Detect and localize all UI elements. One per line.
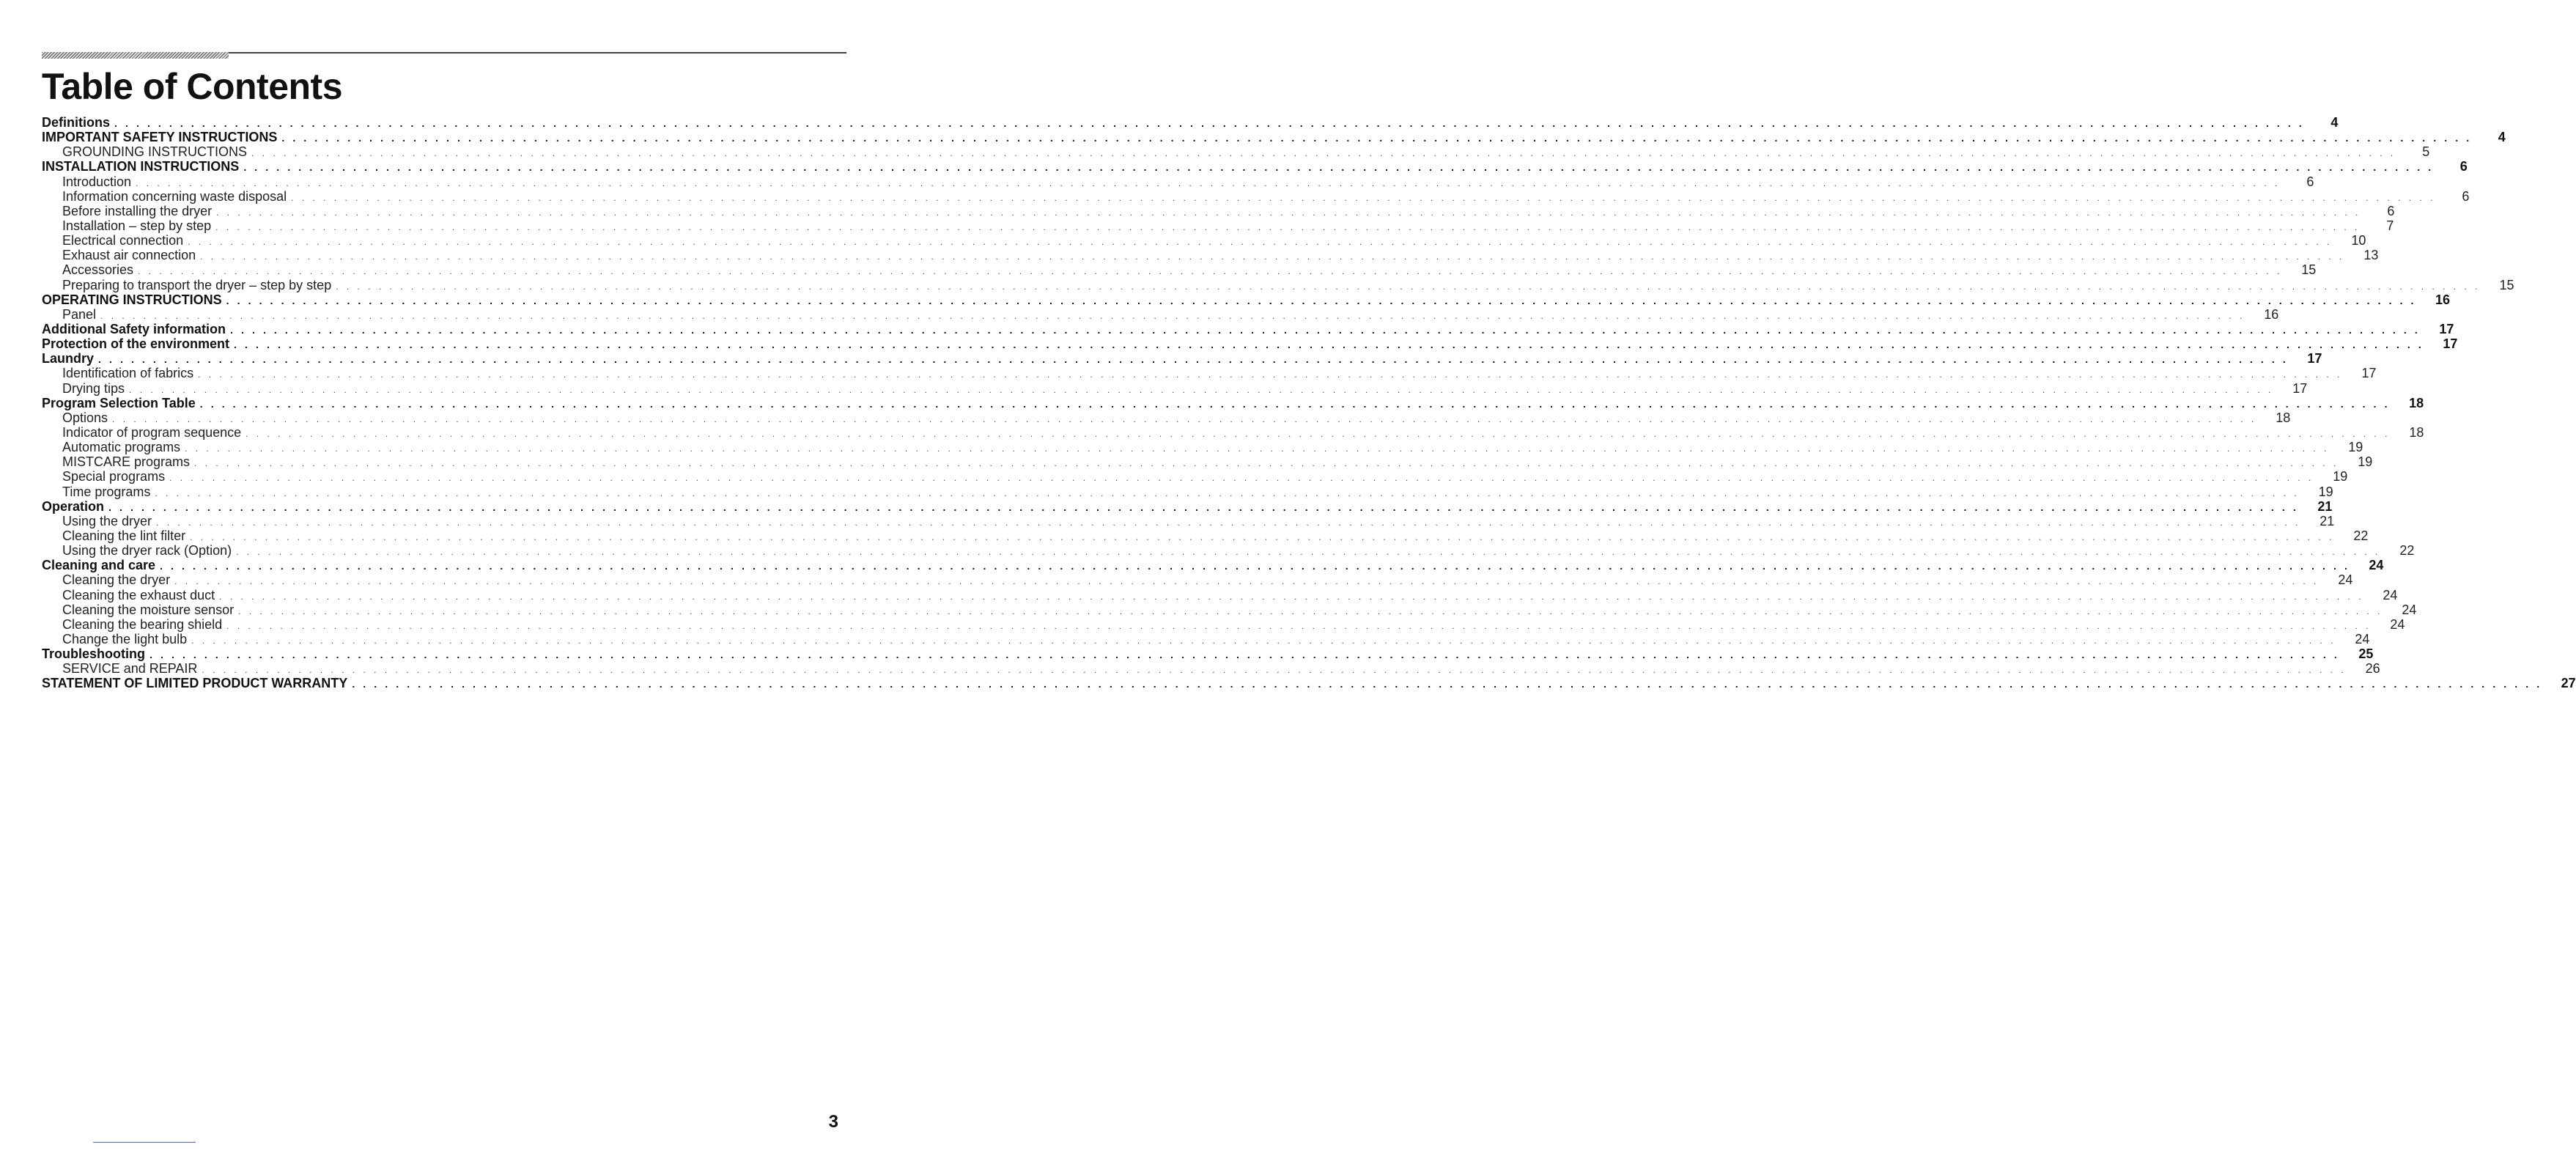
- toc-entry-page: 5: [2422, 144, 2430, 160]
- toc-entry-label: Cleaning the exhaust duct: [62, 587, 215, 602]
- toc-entry-label: Additional Safety information: [42, 321, 226, 336]
- toc-entry-label: Cleaning the bearing shield: [62, 616, 223, 632]
- toc-leader-dots: . . . . . . . . . . . . . . . . . . . . . . . . . . . . . . . . . . . . . . . . . . . . . . . . . . . . . . . . . . . . . . . . . . . . . . . . . . . . . . . . . . . . . . . . . . . . . . . . . . . . . . . . . . . . . . . . . . . . . . . . . . . . . . . . . . . . . . . . . . . . . . . . . . . . . . . . . . . . . . . . . . . . . . . . . . . . . . . . . . . . . . . . . . . . . . . . . . . . . . . .: [281, 132, 2472, 144]
- toc-entry-label: GROUNDING INSTRUCTIONS: [62, 144, 247, 160]
- toc-entry-page: 17: [2443, 336, 2458, 352]
- toc-entry-page: 17: [2292, 380, 2308, 396]
- toc-entry[interactable]: [42, 469, 2348, 484]
- toc-entry-page: 21: [2317, 498, 2333, 514]
- toc-entry-page: 17: [2361, 366, 2377, 381]
- toc-leader-dots: . . . . . . . . . . . . . . . . . . . . . . . . . . . . . . . . . . . . . . . . . . . . . . . . . . . . . . . . . . . . . . . . . . . . . . . . . . . . . . . . . . . . . . . . . . . . . . . . . . . . . . . . . . . . . . . . . . . . . . . . . . . . . . . . . . . . . . . . . . . . . . . . . . . . . . . . . . . . . . . . . . . . . . . . . . . . . . . . . . . . . . . . . . . . . . . . . . . . . . . .: [138, 266, 2283, 277]
- toc-leader-dots: . . . . . . . . . . . . . . . . . . . . . . . . . . . . . . . . . . . . . . . . . . . . . . . . . . . . . . . . . . . . . . . . . . . . . . . . . . . . . . . . . . . . . . . . . . . . . . . . . . . . . . . . . . . . . . . . . . . . . . . . . . . . . . . . . . . . . . . . . . . . . . . . . . . . . . . . . . . . . . . . . . . . . . . . . . . . . . . . . . . . . . . . . . . . . . . . . . . . . . . .: [114, 117, 2305, 129]
- toc-leader-dots: . . . . . . . . . . . . . . . . . . . . . . . . . . . . . . . . . . . . . . . . . . . . . . . . . . . . . . . . . . . . . . . . . . . . . . . . . . . . . . . . . . . . . . . . . . . . . . . . . . . . . . . . . . . . . . . . . . . . . . . . . . . . . . . . . . . . . . . . . . . . . . . . . . . . . . . . . . . . . . . . . . . . . . . . . . . . . . . . . . . . . . . . . . . . . . . . . . . . . . . .: [352, 678, 2542, 690]
- toc-entry[interactable]: [42, 424, 2424, 440]
- toc-entry-label: Automatic programs: [62, 440, 181, 455]
- toc-entry-page: 24: [2369, 558, 2384, 573]
- toc-entry-label: Definitions: [42, 115, 110, 130]
- toc-entry[interactable]: [42, 454, 2373, 470]
- toc-entry-label: Laundry: [42, 351, 95, 366]
- toc-entry-label: Exhaust air connection: [62, 248, 196, 263]
- toc-entry-page: 16: [2264, 306, 2279, 322]
- toc-entry[interactable]: [42, 277, 2514, 292]
- toc-entry[interactable]: [42, 144, 2430, 160]
- toc-entry-page: 4: [2330, 115, 2339, 130]
- toc-entry-label: Using the dryer rack (Option): [62, 543, 232, 559]
- toc-entry[interactable]: [42, 440, 2363, 455]
- toc-entry[interactable]: [42, 159, 2468, 174]
- toc-entry-label: MISTCARE programs: [62, 454, 191, 470]
- toc-entry[interactable]: [42, 336, 2458, 352]
- page-title: Table of Contents: [42, 66, 343, 107]
- toc-entry-page: 6: [2306, 174, 2314, 189]
- toc-entry[interactable]: [42, 174, 2314, 189]
- toc-entry-page: 26: [2365, 661, 2380, 677]
- toc-entry[interactable]: [42, 631, 2370, 646]
- toc-leader-dots: . . . . . . . . . . . . . . . . . . . . . . . . . . . . . . . . . . . . . . . . . . . . . . . . . . . . . . . . . . . . . . . . . . . . . . . . . . . . . . . . . . . . . . . . . . . . . . . . . . . . . . . . . . . . . . . . . . . . . . . . . . . . . . . . . . . . . . . . . . . . . . . . . . . . . . . . . . . . . . . . . . . . . . . . . . . . . . . . . . . . . . . . . . . . . . . . . . . . . . . .: [185, 443, 2330, 454]
- toc-entry-label: Indicator of program sequence: [62, 424, 242, 440]
- toc-entry-page: 25: [2358, 646, 2374, 662]
- toc-entry-page: 4: [2498, 130, 2506, 145]
- toc-entry[interactable]: [42, 602, 2417, 617]
- toc-entry-label: Time programs: [62, 484, 151, 499]
- toc-entry-page: 10: [2351, 233, 2366, 248]
- toc-leader-dots: . . . . . . . . . . . . . . . . . . . . . . . . . . . . . . . . . . . . . . . . . . . . . . . . . . . . . . . . . . . . . . . . . . . . . . . . . . . . . . . . . . . . . . . . . . . . . . . . . . . . . . . . . . . . . . . . . . . . . . . . . . . . . . . . . . . . . . . . . . . . . . . . . . . . . . . . . . . . . . . . . . . . . . . . . . . . . . . . . . . . . . . . . . . . . . . . . . . . . . . .: [190, 531, 2335, 542]
- toc-entry[interactable]: [42, 321, 2454, 336]
- toc-entry-page: 15: [2301, 262, 2317, 278]
- toc-entry[interactable]: [42, 292, 2451, 307]
- toc-entry-page: 19: [2333, 469, 2348, 484]
- toc-leader-dots: . . . . . . . . . . . . . . . . . . . . . . . . . . . . . . . . . . . . . . . . . . . . . . . . . . . . . . . . . . . . . . . . . . . . . . . . . . . . . . . . . . . . . . . . . . . . . . . . . . . . . . . . . . . . . . . . . . . . . . . . . . . . . . . . . . . . . . . . . . . . . . . . . . . . . . . . . . . . . . . . . . . . . . . . . . . . . . . . . . . . . . . . . . . . . . . . . . . . . . . .: [234, 339, 2424, 351]
- toc-entry[interactable]: [42, 233, 2366, 248]
- toc-entry[interactable]: [42, 616, 2405, 632]
- toc-entry[interactable]: [42, 484, 2333, 499]
- toc-entry[interactable]: [42, 351, 2322, 366]
- toc-entry-page: 19: [2348, 440, 2363, 455]
- toc-entry-page: 19: [2358, 454, 2373, 470]
- toc-entry[interactable]: [42, 498, 2333, 514]
- toc-entry-page: 6: [2459, 159, 2468, 174]
- toc-entry-page: 24: [2355, 631, 2370, 646]
- toc-leader-dots: . . . . . . . . . . . . . . . . . . . . . . . . . . . . . . . . . . . . . . . . . . . . . . . . . . . . . . . . . . . . . . . . . . . . . . . . . . . . . . . . . . . . . . . . . . . . . . . . . . . . . . . . . . . . . . . . . . . . . . . . . . . . . . . . . . . . . . . . . . . . . . . . . . . . . . . . . . . . . . . . . . . . . . . . . . . . . . . . . . . . . . . . . . . . . . . . . . . . . . . .: [215, 221, 2361, 232]
- toc-entry-label: Cleaning the lint filter: [62, 528, 186, 543]
- header-hatch-bar: [42, 52, 229, 59]
- toc-leader-dots: . . . . . . . . . . . . . . . . . . . . . . . . . . . . . . . . . . . . . . . . . . . . . . . . . . . . . . . . . . . . . . . . . . . . . . . . . . . . . . . . . . . . . . . . . . . . . . . . . . . . . . . . . . . . . . . . . . . . . . . . . . . . . . . . . . . . . . . . . . . . . . . . . . . . . . . . . . . . . . . . . . . . . . . . . . . . . . . . . . . . . . . . . . . . . . . . . . . . . . . .: [226, 620, 2372, 631]
- table-of-contents: [42, 115, 2576, 691]
- toc-entry-page: 15: [2499, 277, 2514, 292]
- toc-entry-page: 21: [2319, 513, 2335, 528]
- toc-entry-label: Identification of fabrics: [62, 366, 194, 381]
- toc-leader-dots: . . . . . . . . . . . . . . . . . . . . . . . . . . . . . . . . . . . . . . . . . . . . . . . . . . . . . . . . . . . . . . . . . . . . . . . . . . . . . . . . . . . . . . . . . . . . . . . . . . . . . . . . . . . . . . . . . . . . . . . . . . . . . . . . . . . . . . . . . . . . . . . . . . . . . . . . . . . . . . . . . . . . . . . . . . . . . . . . . . . . . . . . . . . . . . . . . . . . . . . .: [251, 148, 2396, 159]
- toc-entry-label: Cleaning and care: [42, 558, 156, 573]
- toc-leader-dots: . . . . . . . . . . . . . . . . . . . . . . . . . . . . . . . . . . . . . . . . . . . . . . . . . . . . . . . . . . . . . . . . . . . . . . . . . . . . . . . . . . . . . . . . . . . . . . . . . . . . . . . . . . . . . . . . . . . . . . . . . . . . . . . . . . . . . . . . . . . . . . . . . . . . . . . . . . . . . . . . . . . . . . . . . . . . . . . . . . . . . . . . . . . . . . . . . . . . . . . .: [136, 177, 2281, 188]
- toc-entry-label: Using the dryer: [62, 513, 152, 528]
- toc-leader-dots: . . . . . . . . . . . . . . . . . . . . . . . . . . . . . . . . . . . . . . . . . . . . . . . . . . . . . . . . . . . . . . . . . . . . . . . . . . . . . . . . . . . . . . . . . . . . . . . . . . . . . . . . . . . . . . . . . . . . . . . . . . . . . . . . . . . . . . . . . . . . . . . . . . . . . . . . . . . . . . . . . . . . . . . . . . . . . . . . . . . . . . . . . . . . . . . . . . . . . . . .: [202, 665, 2347, 676]
- toc-leader-dots: . . . . . . . . . . . . . . . . . . . . . . . . . . . . . . . . . . . . . . . . . . . . . . . . . . . . . . . . . . . . . . . . . . . . . . . . . . . . . . . . . . . . . . . . . . . . . . . . . . . . . . . . . . . . . . . . . . . . . . . . . . . . . . . . . . . . . . . . . . . . . . . . . . . . . . . . . . . . . . . . . . . . . . . . . . . . . . . . . . . . . . . . . . . . . . . . . . . . . . . .: [160, 560, 2350, 572]
- toc-entry-label: Before installing the dryer: [62, 203, 213, 218]
- toc-entry[interactable]: [42, 395, 2424, 410]
- toc-entry[interactable]: [42, 646, 2374, 662]
- page-number: 3: [828, 1112, 838, 1132]
- toc-entry-label: STATEMENT OF LIMITED PRODUCT WARRANTY: [42, 676, 348, 691]
- toc-entry-page: 16: [2435, 292, 2451, 307]
- toc-leader-dots: . . . . . . . . . . . . . . . . . . . . . . . . . . . . . . . . . . . . . . . . . . . . . . . . . . . . . . . . . . . . . . . . . . . . . . . . . . . . . . . . . . . . . . . . . . . . . . . . . . . . . . . . . . . . . . . . . . . . . . . . . . . . . . . . . . . . . . . . . . . . . . . . . . . . . . . . . . . . . . . . . . . . . . . . . . . . . . . . . . . . . . . . . . . . . . . . . . . . . . . .: [112, 413, 2257, 424]
- toc-entry[interactable]: [42, 528, 2369, 543]
- toc-entry[interactable]: [42, 587, 2398, 602]
- toc-entry[interactable]: [42, 676, 2576, 691]
- toc-leader-dots: . . . . . . . . . . . . . . . . . . . . . . . . . . . . . . . . . . . . . . . . . . . . . . . . . . . . . . . . . . . . . . . . . . . . . . . . . . . . . . . . . . . . . . . . . . . . . . . . . . . . . . . . . . . . . . . . . . . . . . . . . . . . . . . . . . . . . . . . . . . . . . . . . . . . . . . . . . . . . . . . . . . . . . . . . . . . . . . . . . . . . . . . . . . . . . . . . . . . . . . .: [156, 517, 2301, 528]
- toc-entry-label: Information concerning waste disposal: [62, 188, 287, 204]
- toc-entry-page: 24: [2338, 572, 2353, 588]
- toc-entry-page: 24: [2390, 616, 2405, 632]
- toc-entry[interactable]: [42, 188, 2470, 204]
- toc-entry[interactable]: [42, 572, 2353, 588]
- toc-entry-label: SERVICE and REPAIR: [62, 661, 198, 677]
- toc-entry-label: Protection of the environment: [42, 336, 230, 352]
- toc-leader-dots: . . . . . . . . . . . . . . . . . . . . . . . . . . . . . . . . . . . . . . . . . . . . . . . . . . . . . . . . . . . . . . . . . . . . . . . . . . . . . . . . . . . . . . . . . . . . . . . . . . . . . . . . . . . . . . . . . . . . . . . . . . . . . . . . . . . . . . . . . . . . . . . . . . . . . . . . . . . . . . . . . . . . . . . . . . . . . . . . . . . . . . . . . . . . . . . . . . . . . . . .: [150, 649, 2340, 661]
- toc-entry-page: 6: [2462, 188, 2470, 204]
- toc-leader-dots: . . . . . . . . . . . . . . . . . . . . . . . . . . . . . . . . . . . . . . . . . . . . . . . . . . . . . . . . . . . . . . . . . . . . . . . . . . . . . . . . . . . . . . . . . . . . . . . . . . . . . . . . . . . . . . . . . . . . . . . . . . . . . . . . . . . . . . . . . . . . . . . . . . . . . . . . . . . . . . . . . . . . . . . . . . . . . . . . . . . . . . . . . . . . . . . . . . . . . . . .: [174, 576, 2319, 587]
- toc-entry[interactable]: [42, 410, 2291, 425]
- toc-entry-page: 17: [2439, 321, 2454, 336]
- toc-leader-dots: . . . . . . . . . . . . . . . . . . . . . . . . . . . . . . . . . . . . . . . . . . . . . . . . . . . . . . . . . . . . . . . . . . . . . . . . . . . . . . . . . . . . . . . . . . . . . . . . . . . . . . . . . . . . . . . . . . . . . . . . . . . . . . . . . . . . . . . . . . . . . . . . . . . . . . . . . . . . . . . . . . . . . . . . . . . . . . . . . . . . . . . . . . . . . . . . . . . . . . . .: [291, 192, 2436, 203]
- toc-entry[interactable]: [42, 661, 2380, 677]
- toc-leader-dots: . . . . . . . . . . . . . . . . . . . . . . . . . . . . . . . . . . . . . . . . . . . . . . . . . . . . . . . . . . . . . . . . . . . . . . . . . . . . . . . . . . . . . . . . . . . . . . . . . . . . . . . . . . . . . . . . . . . . . . . . . . . . . . . . . . . . . . . . . . . . . . . . . . . . . . . . . . . . . . . . . . . . . . . . . . . . . . . . . . . . . . . . . . . . . . . . . . . . . . . .: [191, 635, 2336, 646]
- toc-entry[interactable]: [42, 513, 2335, 528]
- toc-leader-dots: . . . . . . . . . . . . . . . . . . . . . . . . . . . . . . . . . . . . . . . . . . . . . . . . . . . . . . . . . . . . . . . . . . . . . . . . . . . . . . . . . . . . . . . . . . . . . . . . . . . . . . . . . . . . . . . . . . . . . . . . . . . . . . . . . . . . . . . . . . . . . . . . . . . . . . . . . . . . . . . . . . . . . . . . . . . . . . . . . . . . . . . . . . . . . . . . . . . . . . . .: [236, 547, 2381, 558]
- toc-entry-label: IMPORTANT SAFETY INSTRUCTIONS: [42, 130, 278, 145]
- toc-entry-page: 22: [2399, 543, 2415, 559]
- toc-entry-label: Options: [62, 410, 108, 425]
- toc-entry-page: 19: [2318, 484, 2333, 499]
- toc-leader-dots: . . . . . . . . . . . . . . . . . . . . . . . . . . . . . . . . . . . . . . . . . . . . . . . . . . . . . . . . . . . . . . . . . . . . . . . . . . . . . . . . . . . . . . . . . . . . . . . . . . . . . . . . . . . . . . . . . . . . . . . . . . . . . . . . . . . . . . . . . . . . . . . . . . . . . . . . . . . . . . . . . . . . . . . . . . . . . . . . . . . . . . . . . . . . . . . . . . . . . . . .: [226, 294, 2417, 306]
- toc-entry-page: 27: [2561, 676, 2576, 691]
- toc-entry-label: Introduction: [62, 174, 132, 189]
- toc-leader-dots: . . . . . . . . . . . . . . . . . . . . . . . . . . . . . . . . . . . . . . . . . . . . . . . . . . . . . . . . . . . . . . . . . . . . . . . . . . . . . . . . . . . . . . . . . . . . . . . . . . . . . . . . . . . . . . . . . . . . . . . . . . . . . . . . . . . . . . . . . . . . . . . . . . . . . . . . . . . . . . . . . . . . . . . . . . . . . . . . . . . . . . . . . . . . . . . . . . . . . . . .: [188, 237, 2333, 248]
- toc-entry-label: OPERATING INSTRUCTIONS: [42, 292, 222, 307]
- toc-entry[interactable]: [42, 130, 2506, 145]
- toc-leader-dots: . . . . . . . . . . . . . . . . . . . . . . . . . . . . . . . . . . . . . . . . . . . . . . . . . . . . . . . . . . . . . . . . . . . . . . . . . . . . . . . . . . . . . . . . . . . . . . . . . . . . . . . . . . . . . . . . . . . . . . . . . . . . . . . . . . . . . . . . . . . . . . . . . . . . . . . . . . . . . . . . . . . . . . . . . . . . . . . . . . . . . . . . . . . . . . . . . . . . . . . .: [169, 473, 2314, 484]
- toc-entry-page: 18: [2276, 410, 2291, 425]
- toc-leader-dots: . . . . . . . . . . . . . . . . . . . . . . . . . . . . . . . . . . . . . . . . . . . . . . . . . . . . . . . . . . . . . . . . . . . . . . . . . . . . . . . . . . . . . . . . . . . . . . . . . . . . . . . . . . . . . . . . . . . . . . . . . . . . . . . . . . . . . . . . . . . . . . . . . . . . . . . . . . . . . . . . . . . . . . . . . . . . . . . . . . . . . . . . . . . . . . . . . . . . . . . .: [200, 251, 2345, 262]
- toc-entry-label: Drying tips: [62, 380, 125, 396]
- toc-entry-label: Panel: [62, 306, 97, 322]
- toc-entry-page: 22: [2353, 528, 2369, 543]
- toc-leader-dots: . . . . . . . . . . . . . . . . . . . . . . . . . . . . . . . . . . . . . . . . . . . . . . . . . . . . . . . . . . . . . . . . . . . . . . . . . . . . . . . . . . . . . . . . . . . . . . . . . . . . . . . . . . . . . . . . . . . . . . . . . . . . . . . . . . . . . . . . . . . . . . . . . . . . . . . . . . . . . . . . . . . . . . . . . . . . . . . . . . . . . . . . . . . . . . . . . . . . . . . .: [100, 310, 2245, 321]
- toc-leader-dots: . . . . . . . . . . . . . . . . . . . . . . . . . . . . . . . . . . . . . . . . . . . . . . . . . . . . . . . . . . . . . . . . . . . . . . . . . . . . . . . . . . . . . . . . . . . . . . . . . . . . . . . . . . . . . . . . . . . . . . . . . . . . . . . . . . . . . . . . . . . . . . . . . . . . . . . . . . . . . . . . . . . . . . . . . . . . . . . . . . . . . . . . . . . . . . . . . . . . . . . .: [198, 369, 2343, 380]
- toc-leader-dots: . . . . . . . . . . . . . . . . . . . . . . . . . . . . . . . . . . . . . . . . . . . . . . . . . . . . . . . . . . . . . . . . . . . . . . . . . . . . . . . . . . . . . . . . . . . . . . . . . . . . . . . . . . . . . . . . . . . . . . . . . . . . . . . . . . . . . . . . . . . . . . . . . . . . . . . . . . . . . . . . . . . . . . . . . . . . . . . . . . . . . . . . . . . . . . . . . . . . . . . .: [238, 605, 2383, 616]
- toc-leader-dots: . . . . . . . . . . . . . . . . . . . . . . . . . . . . . . . . . . . . . . . . . . . . . . . . . . . . . . . . . . . . . . . . . . . . . . . . . . . . . . . . . . . . . . . . . . . . . . . . . . . . . . . . . . . . . . . . . . . . . . . . . . . . . . . . . . . . . . . . . . . . . . . . . . . . . . . . . . . . . . . . . . . . . . . . . . . . . . . . . . . . . . . . . . . . . . . . . . . . . . . .: [194, 458, 2339, 469]
- toc-entry-page: 18: [2409, 424, 2424, 440]
- toc-entry[interactable]: [42, 380, 2308, 396]
- toc-entry-page: 18: [2409, 395, 2424, 410]
- toc-entry-label: Installation – step by step: [62, 218, 212, 233]
- toc-entry[interactable]: [42, 558, 2384, 573]
- toc-leader-dots: . . . . . . . . . . . . . . . . . . . . . . . . . . . . . . . . . . . . . . . . . . . . . . . . . . . . . . . . . . . . . . . . . . . . . . . . . . . . . . . . . . . . . . . . . . . . . . . . . . . . . . . . . . . . . . . . . . . . . . . . . . . . . . . . . . . . . . . . . . . . . . . . . . . . . . . . . . . . . . . . . . . . . . . . . . . . . . . . . . . . . . . . . . . . . . . . . . . . . . . .: [216, 207, 2361, 218]
- toc-entry-label: Cleaning the dryer: [62, 572, 171, 588]
- toc-leader-dots: . . . . . . . . . . . . . . . . . . . . . . . . . . . . . . . . . . . . . . . . . . . . . . . . . . . . . . . . . . . . . . . . . . . . . . . . . . . . . . . . . . . . . . . . . . . . . . . . . . . . . . . . . . . . . . . . . . . . . . . . . . . . . . . . . . . . . . . . . . . . . . . . . . . . . . . . . . . . . . . . . . . . . . . . . . . . . . . . . . . . . . . . . . . . . . . . . . . . . . . .: [230, 323, 2421, 336]
- toc-entry-label: Cleaning the moisture sensor: [62, 602, 235, 617]
- toc-leader-dots: . . . . . . . . . . . . . . . . . . . . . . . . . . . . . . . . . . . . . . . . . . . . . . . . . . . . . . . . . . . . . . . . . . . . . . . . . . . . . . . . . . . . . . . . . . . . . . . . . . . . . . . . . . . . . . . . . . . . . . . . . . . . . . . . . . . . . . . . . . . . . . . . . . . . . . . . . . . . . . . . . . . . . . . . . . . . . . . . . . . . . . . . . . . . . . . . . . . . . . . .: [246, 428, 2391, 439]
- toc-entry[interactable]: [42, 218, 2394, 233]
- toc-entry-label: Program Selection Table: [42, 395, 196, 410]
- toc-entry[interactable]: [42, 306, 2279, 322]
- toc-entry[interactable]: [42, 203, 2395, 218]
- toc-entry[interactable]: [42, 543, 2415, 559]
- toc-entry-label: Accessories: [62, 262, 134, 278]
- toc-entry-page: 7: [2386, 218, 2394, 233]
- toc-entry-label: Troubleshooting: [42, 646, 145, 662]
- toc-entry[interactable]: [42, 262, 2317, 278]
- toc-leader-dots: . . . . . . . . . . . . . . . . . . . . . . . . . . . . . . . . . . . . . . . . . . . . . . . . . . . . . . . . . . . . . . . . . . . . . . . . . . . . . . . . . . . . . . . . . . . . . . . . . . . . . . . . . . . . . . . . . . . . . . . . . . . . . . . . . . . . . . . . . . . . . . . . . . . . . . . . . . . . . . . . . . . . . . . . . . . . . . . . . . . . . . . . . . . . . . . . . . . . . . . .: [243, 161, 2434, 174]
- toc-leader-dots: . . . . . . . . . . . . . . . . . . . . . . . . . . . . . . . . . . . . . . . . . . . . . . . . . . . . . . . . . . . . . . . . . . . . . . . . . . . . . . . . . . . . . . . . . . . . . . . . . . . . . . . . . . . . . . . . . . . . . . . . . . . . . . . . . . . . . . . . . . . . . . . . . . . . . . . . . . . . . . . . . . . . . . . . . . . . . . . . . . . . . . . . . . . . . . . . . . . . . . . .: [155, 487, 2300, 498]
- toc-entry[interactable]: [42, 115, 2339, 130]
- toc-leader-dots: . . . . . . . . . . . . . . . . . . . . . . . . . . . . . . . . . . . . . . . . . . . . . . . . . . . . . . . . . . . . . . . . . . . . . . . . . . . . . . . . . . . . . . . . . . . . . . . . . . . . . . . . . . . . . . . . . . . . . . . . . . . . . . . . . . . . . . . . . . . . . . . . . . . . . . . . . . . . . . . . . . . . . . . . . . . . . . . . . . . . . . . . . . . . . . . . . . . . . . . .: [108, 501, 2299, 513]
- toc-entry-label: Operation: [42, 498, 105, 514]
- toc-leader-dots: . . . . . . . . . . . . . . . . . . . . . . . . . . . . . . . . . . . . . . . . . . . . . . . . . . . . . . . . . . . . . . . . . . . . . . . . . . . . . . . . . . . . . . . . . . . . . . . . . . . . . . . . . . . . . . . . . . . . . . . . . . . . . . . . . . . . . . . . . . . . . . . . . . . . . . . . . . . . . . . . . . . . . . . . . . . . . . . . . . . . . . . . . . . . . . . . . . . . . . . .: [219, 591, 2364, 602]
- toc-leader-dots: . . . . . . . . . . . . . . . . . . . . . . . . . . . . . . . . . . . . . . . . . . . . . . . . . . . . . . . . . . . . . . . . . . . . . . . . . . . . . . . . . . . . . . . . . . . . . . . . . . . . . . . . . . . . . . . . . . . . . . . . . . . . . . . . . . . . . . . . . . . . . . . . . . . . . . . . . . . . . . . . . . . . . . . . . . . . . . . . . . . . . . . . . . . . . . . . . . . . . . . .: [98, 353, 2289, 366]
- toc-entry-page: 24: [2383, 587, 2398, 602]
- toc-entry-page: 13: [2363, 248, 2379, 263]
- toc-entry-label: Special programs: [62, 469, 166, 484]
- toc-entry-label: Preparing to transport the dryer – step by step: [62, 277, 332, 292]
- toc-entry-page: 6: [2387, 203, 2395, 218]
- toc-entry-label: INSTALLATION INSTRUCTIONS: [42, 159, 240, 174]
- toc-entry[interactable]: [42, 366, 2377, 381]
- toc-entry[interactable]: [42, 248, 2379, 263]
- toc-entry-page: 24: [2402, 602, 2417, 617]
- toc-leader-dots: . . . . . . . . . . . . . . . . . . . . . . . . . . . . . . . . . . . . . . . . . . . . . . . . . . . . . . . . . . . . . . . . . . . . . . . . . . . . . . . . . . . . . . . . . . . . . . . . . . . . . . . . . . . . . . . . . . . . . . . . . . . . . . . . . . . . . . . . . . . . . . . . . . . . . . . . . . . . . . . . . . . . . . . . . . . . . . . . . . . . . . . . . . . . . . . . . . . . . . . .: [199, 397, 2391, 410]
- toc-entry-label: Electrical connection: [62, 233, 184, 248]
- toc-entry-label: Change the light bulb: [62, 631, 188, 646]
- footer-rule: [93, 1142, 196, 1143]
- toc-leader-dots: . . . . . . . . . . . . . . . . . . . . . . . . . . . . . . . . . . . . . . . . . . . . . . . . . . . . . . . . . . . . . . . . . . . . . . . . . . . . . . . . . . . . . . . . . . . . . . . . . . . . . . . . . . . . . . . . . . . . . . . . . . . . . . . . . . . . . . . . . . . . . . . . . . . . . . . . . . . . . . . . . . . . . . . . . . . . . . . . . . . . . . . . . . . . . . . . . . . . . . . .: [129, 384, 2274, 395]
- toc-entry-page: 17: [2307, 351, 2322, 366]
- toc-leader-dots: . . . . . . . . . . . . . . . . . . . . . . . . . . . . . . . . . . . . . . . . . . . . . . . . . . . . . . . . . . . . . . . . . . . . . . . . . . . . . . . . . . . . . . . . . . . . . . . . . . . . . . . . . . . . . . . . . . . . . . . . . . . . . . . . . . . . . . . . . . . . . . . . . . . . . . . . . . . . . . . . . . . . . . . . . . . . . . . . . . . . . . . . . . . . . . . . . . . . . . . .: [336, 281, 2481, 292]
